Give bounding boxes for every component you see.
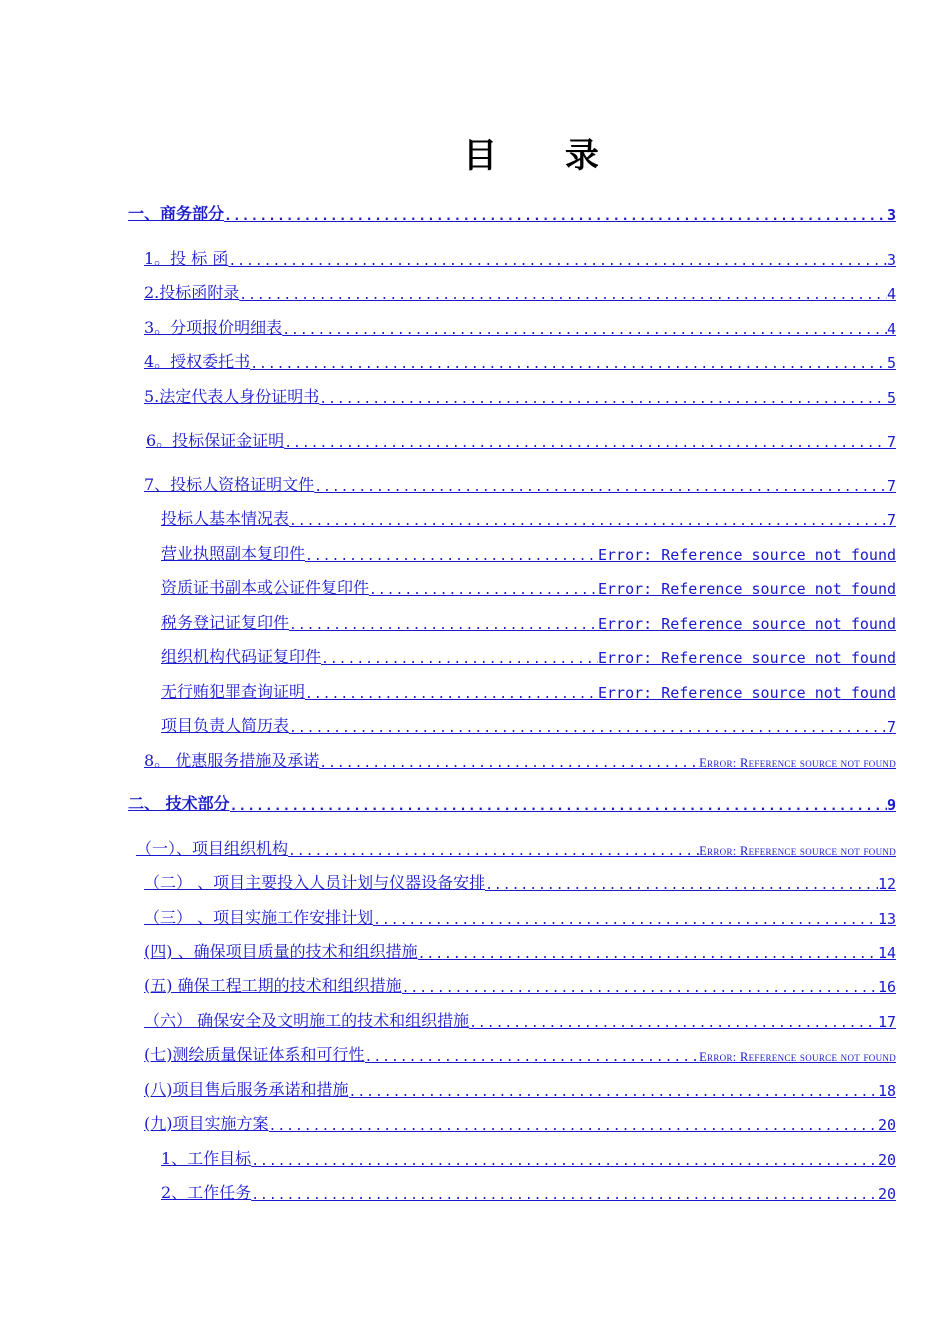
toc-page-number: Error: Reference source not found [597,580,896,598]
toc-leader-dots [469,1016,878,1031]
toc-entry[interactable] [161,1145,896,1169]
toc-entry[interactable] [144,938,896,962]
toc-entry[interactable] [161,574,896,598]
toc-entry[interactable] [161,609,896,633]
toc-page-number: Error: Reference source not found [699,844,896,858]
toc-page-number: Error: Reference source not found [597,615,896,633]
toc-entry[interactable] [144,314,896,338]
toc-entry[interactable] [161,643,896,667]
toc-entry[interactable] [136,835,896,859]
toc-entry-text: (四) 、确保项目质量的技术和组织措施 [144,942,418,961]
toc-entry-text: （六） 确保安全及文明施工的技术和组织措施 [144,1011,470,1030]
toc-entry-text: 税务登记证复印件 [161,613,290,632]
toc-leader-dots [230,799,887,814]
toc-entry-text: 1、工作目标 [161,1149,252,1168]
toc-page-number: 13 [877,910,896,928]
toc-leader-dots [288,844,699,859]
toc-entry-text: 7、投标人资格证明文件 [144,475,315,494]
toc-page-number: Error: Reference source not found [597,684,896,702]
toc-entry[interactable] [144,348,896,372]
toc-leader-dots [282,323,887,338]
toc-leader-dots [289,721,887,736]
toc-leader-dots [305,549,598,564]
toc-page-number: Error: Reference source not found [699,756,896,770]
toc-entry-text: (七)测绘质量保证体系和可行性 [144,1045,365,1064]
toc-entry-text: 2、工作任务 [161,1183,252,1202]
toc-entry-text: （二） 、项目主要投入人员计划与仪器设备安排 [144,873,486,892]
toc-leader-dots [250,357,887,372]
toc-page-number: 20 [877,1151,896,1169]
toc-leader-dots [228,254,887,269]
toc-entry[interactable] [144,279,896,303]
toc-page-number: 9 [886,796,896,814]
toc-entry[interactable] [161,505,896,529]
toc-page-number: 4 [886,285,896,303]
toc-entry-text: (八)项目售后服务承诺和措施 [144,1080,349,1099]
toc-page-number: 3 [886,251,896,269]
toc-leader-dots [365,1050,700,1065]
toc-title: 目 录 [463,136,627,176]
toc-page-number: 20 [877,1116,896,1134]
toc-entry-text: 投标人基本情况表 [161,509,290,528]
toc-page-number: 17 [877,1013,896,1031]
toc-leader-dots [239,288,887,303]
toc-entry[interactable] [144,1110,896,1134]
toc-leader-dots [373,913,878,928]
toc-entry[interactable] [144,471,896,495]
toc-entry[interactable] [144,1076,896,1100]
toc-page-number: 18 [877,1082,896,1100]
toc-leader-dots [319,392,887,407]
toc-entry-text: 2.投标函附录 [144,283,240,302]
toc-entry-text: 营业执照副本复印件 [161,544,306,563]
toc-entry-text: 组织机构代码证复印件 [161,647,322,666]
toc-entry[interactable] [144,747,896,771]
toc-entry[interactable] [146,427,896,451]
toc-page-number: 3 [886,206,896,224]
toc-leader-dots [289,514,887,529]
toc-entry-text: (九)项目实施方案 [144,1114,269,1133]
toc-leader-dots [289,618,598,633]
toc-entry[interactable] [144,1041,896,1065]
toc-leader-dots [251,1188,878,1203]
toc-entry-text: 8。 优惠服务措施及承诺 [144,751,320,770]
toc-entry-text: （一）、项目组织机构 [136,839,289,858]
toc-leader-dots [402,981,878,996]
toc-entry[interactable] [144,1007,896,1031]
toc-page-number: 7 [886,718,896,736]
toc-entry-text: 项目负责人简历表 [161,716,290,735]
toc-leader-dots [369,583,598,598]
toc-leader-dots [314,480,887,495]
toc-leader-dots [224,209,887,224]
toc-leader-dots [251,1154,878,1169]
toc-page-number: 20 [877,1185,896,1203]
toc-entry[interactable] [161,540,896,564]
toc-page-number: 7 [886,477,896,495]
toc-entry-technical[interactable] [128,790,896,814]
toc-page-number: 5 [886,389,896,407]
toc-entry-text: 3。分项报价明细表 [144,318,283,337]
toc-entry[interactable] [161,678,896,702]
toc-leader-dots [321,652,598,667]
toc-entry-text: 一、商务部分 [128,204,225,223]
toc-page-number: 5 [886,354,896,372]
toc-page-number: 7 [886,511,896,529]
toc-entry[interactable] [161,712,896,736]
toc-leader-dots [305,687,598,702]
toc-entry[interactable] [161,1179,896,1203]
toc-page-number: Error: Reference source not found [699,1050,896,1064]
toc-page-number: Error: Reference source not found [597,649,896,667]
toc-entry-business[interactable] [128,200,896,224]
toc-leader-dots [269,1119,878,1134]
toc-entry[interactable] [144,972,896,996]
toc-leader-dots [284,436,887,451]
toc-entry-text: 4。授权委托书 [144,352,251,371]
toc-entry[interactable] [144,245,896,269]
toc-entry[interactable] [144,904,896,928]
toc-entry-text: 5.法定代表人身份证明书 [144,387,320,406]
toc-page-number: 4 [886,320,896,338]
toc-leader-dots [349,1085,878,1100]
toc-page-number: 7 [886,433,896,451]
toc-entry-text: 1。投 标 函 [144,249,229,268]
toc-entry-text: （三） 、项目实施工作安排计划 [144,908,374,927]
toc-page-number: 16 [877,978,896,996]
toc-page-number: 14 [877,944,896,962]
toc-entry-text: 二、 技术部分 [128,794,230,813]
toc-entry[interactable] [144,869,896,893]
toc-entry[interactable] [144,383,896,407]
toc-leader-dots [418,947,878,962]
toc-leader-dots [319,756,699,771]
toc-entry-text: 无行贿犯罪查询证明 [161,682,306,701]
toc-page-number: Error: Reference source not found [597,546,896,564]
toc-entry-text: 6。投标保证金证明 [146,431,285,450]
toc-page-number: 12 [877,875,896,893]
toc-entry-text: 资质证书副本或公证件复印件 [161,578,370,597]
toc-entry-text: (五) 确保工程工期的技术和组织措施 [144,976,402,995]
toc-leader-dots [485,878,878,893]
